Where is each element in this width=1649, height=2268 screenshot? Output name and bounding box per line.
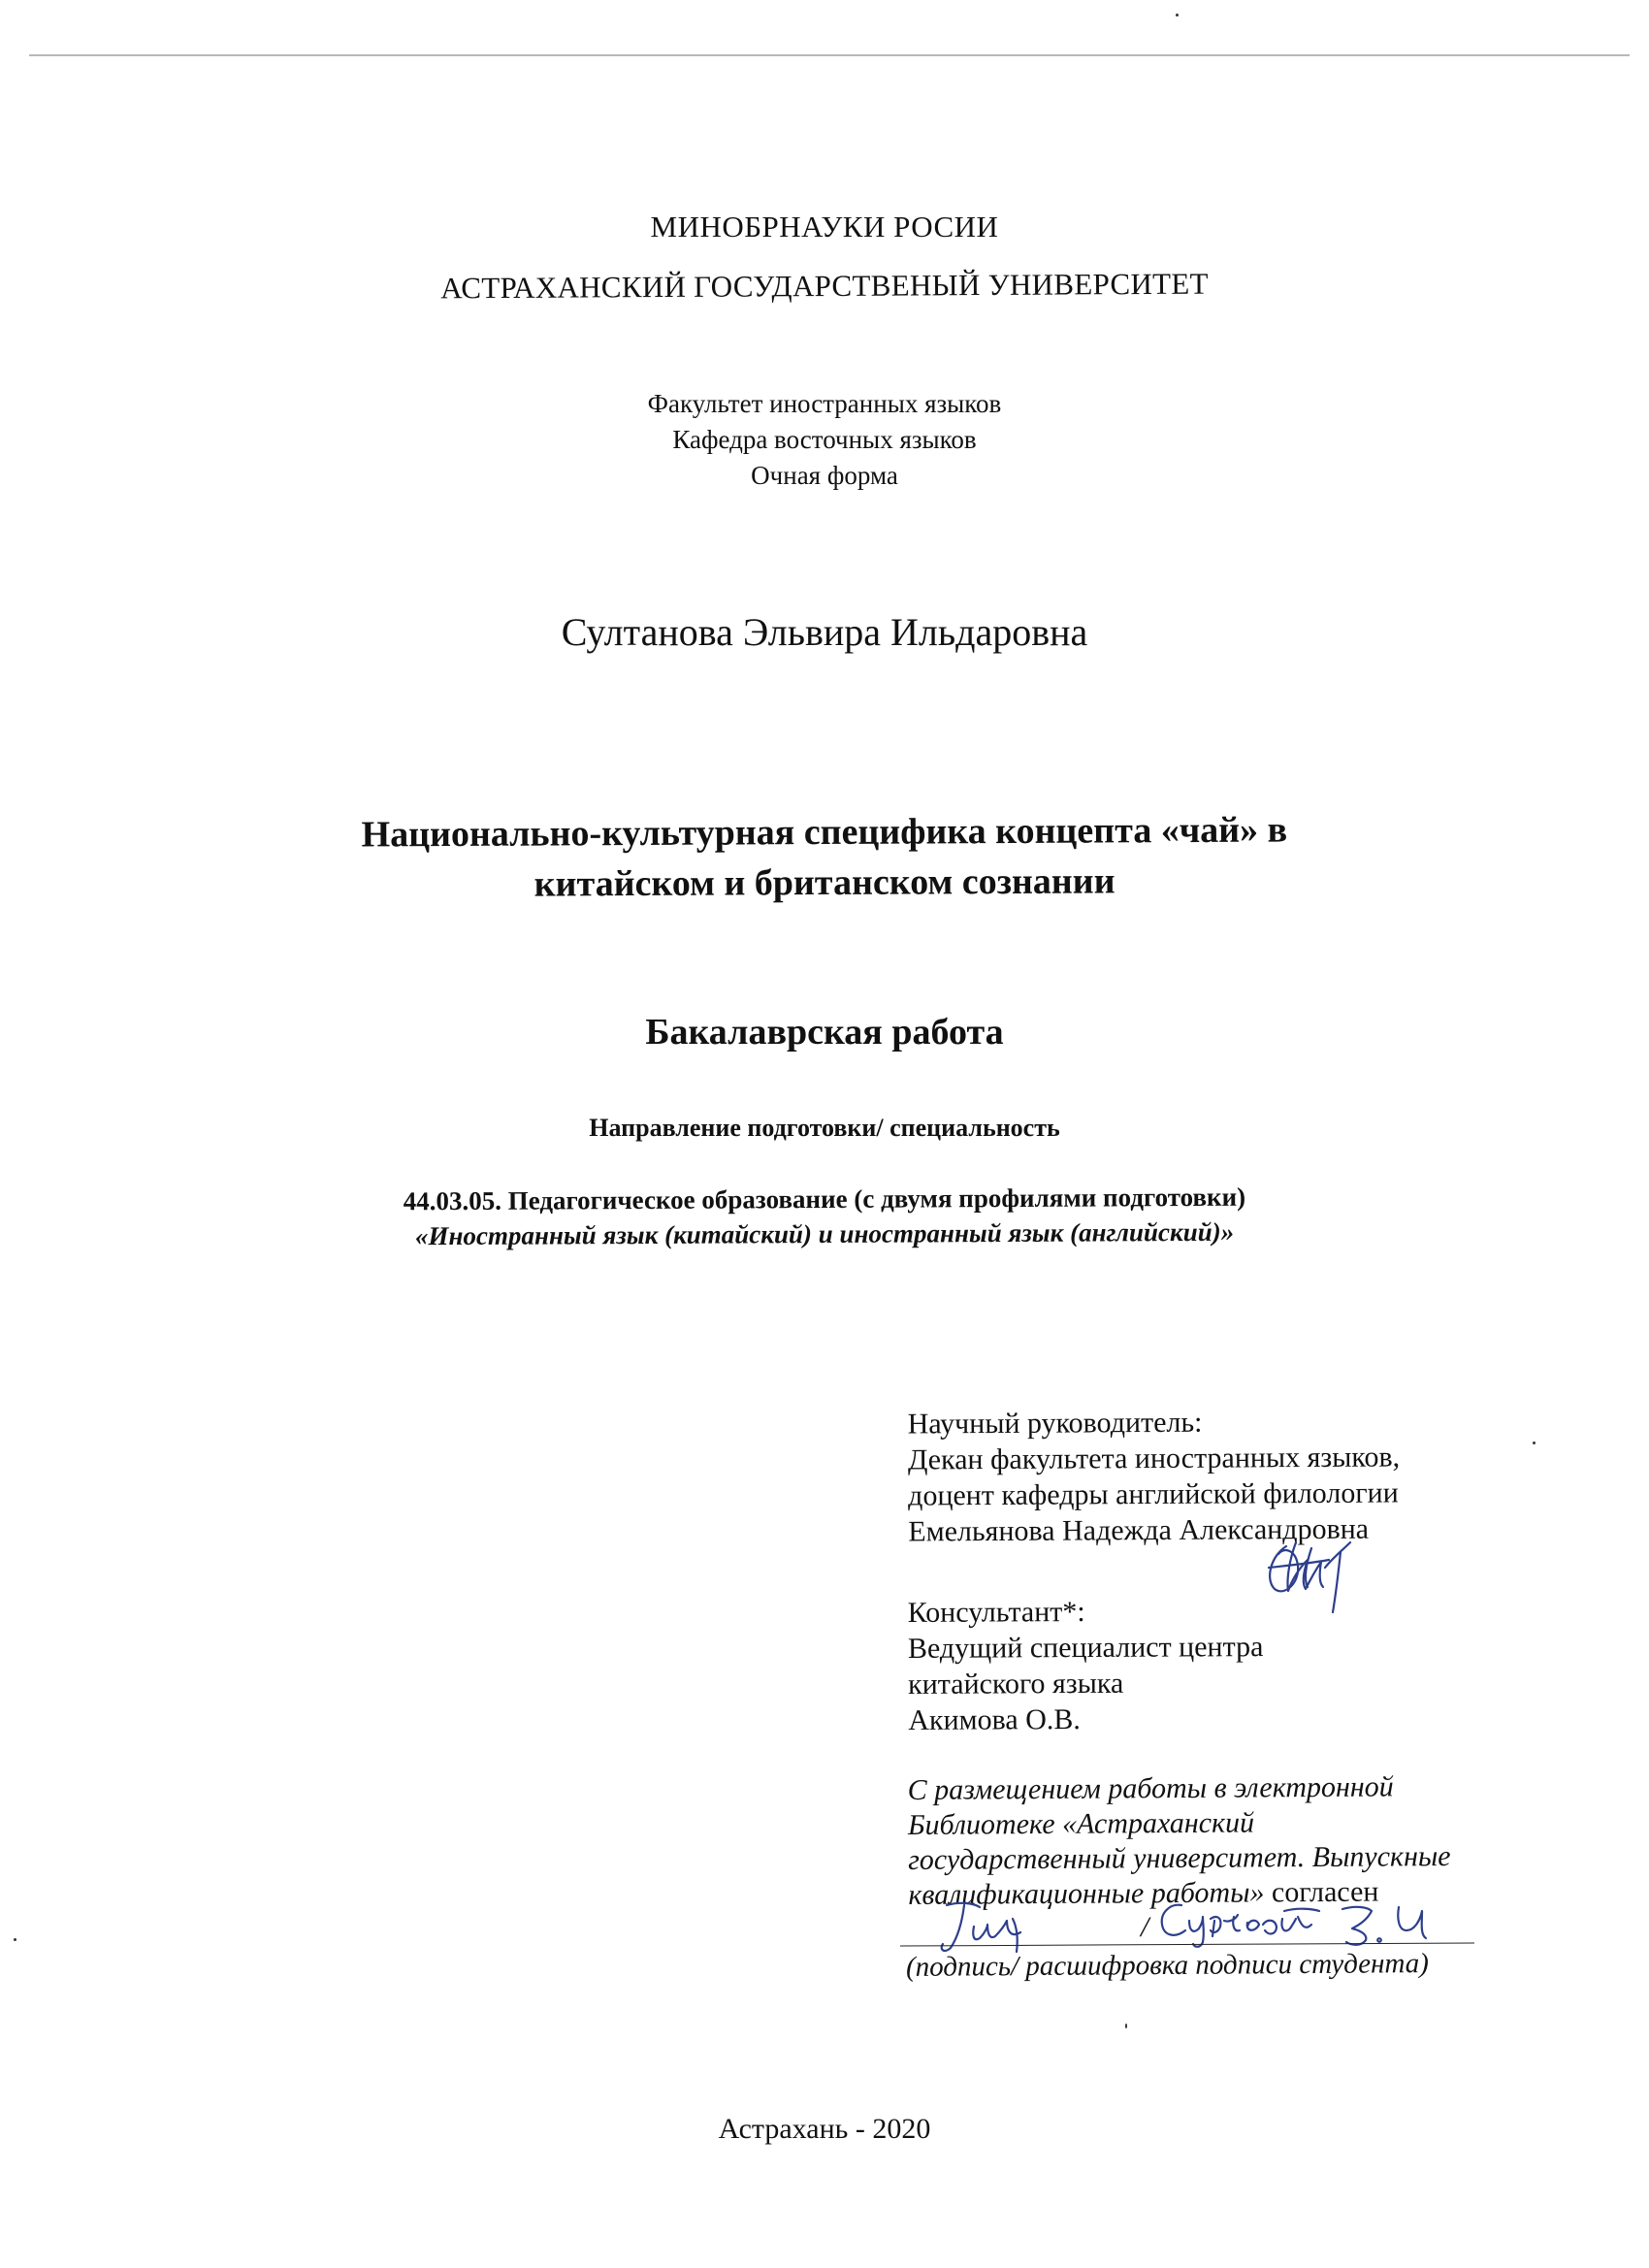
consent-block <box>908 1769 1451 1913</box>
ministry-name: МИНОБРНАУКИ РОСИИ <box>650 210 999 243</box>
signature-slash: / <box>1141 1911 1149 1943</box>
university-name: АСТРАХАНСКИЙ ГОСУДАРСТВЕНЫЙ УНИВЕРСИТЕТ <box>440 266 1209 306</box>
consultant-name: Акимова О.В. <box>908 1703 1081 1736</box>
consent-line-1: С размещением работы в электронной <box>907 1770 1394 1806</box>
study-form: Очная форма <box>751 461 898 490</box>
scan-speck <box>1125 2024 1127 2028</box>
direction-label: Направление подготовки/ специальность <box>589 1114 1060 1142</box>
program-code: 44.03.05. Педагогическое образование (с двумя профилями подготовки) <box>403 1182 1246 1216</box>
work-type: Бакалаврская работа <box>645 1012 1004 1053</box>
consent-line-4-plain: согласен <box>1264 1875 1379 1909</box>
scan-speck <box>1176 14 1179 16</box>
consent-line-2: Библиотеке «Астраханский <box>907 1806 1255 1841</box>
thesis-title-line-1: Национально-культурная специфика концепта «чай» в <box>361 809 1288 856</box>
supervisor-signature <box>1257 1529 1364 1616</box>
author-name: Султанова Эльвира Ильдаровна <box>561 610 1088 654</box>
scan-speck <box>14 1938 16 1941</box>
thesis-title-line-2: китайском и британском сознании <box>534 860 1116 905</box>
thesis-title <box>0 803 1649 913</box>
consent-line-3: государственный университет. Выпускные <box>908 1840 1451 1876</box>
supervisor-position-2: доцент кафедры английской филологии <box>908 1476 1399 1512</box>
supervisor-block <box>908 1403 1401 1549</box>
department-name: Кафедра восточных языков <box>672 425 977 454</box>
program-block <box>0 1178 1649 1256</box>
supervisor-position-1: Декан факультета иностранных языков, <box>907 1441 1401 1476</box>
consent-line-4-italic: квалификационные работы» <box>908 1876 1265 1911</box>
consultant-block <box>908 1593 1264 1738</box>
student-signature <box>931 1897 1038 1958</box>
consultant-label: Консультант*: <box>907 1596 1085 1629</box>
faculty-block <box>0 386 1649 494</box>
scan-speck <box>1533 1442 1536 1444</box>
faculty-name: Факультет иностранных языков <box>647 389 1002 418</box>
program-profiles: «Иностранный язык (китайский) и иностранный язык (английский)» <box>414 1216 1235 1251</box>
supervisor-name: Емельянова Надежда Александровна <box>908 1512 1370 1548</box>
scan-top-edge-line <box>29 54 1630 56</box>
signature-caption: (подпись/ расшифровка подписи студента) <box>905 1948 1429 1983</box>
consultant-position-2: китайского языка <box>908 1667 1124 1701</box>
city-year: Астрахань - 2020 <box>718 2113 931 2145</box>
supervisor-label: Научный руководитель: <box>907 1406 1203 1441</box>
consultant-position-1: Ведущий специалист центра <box>907 1631 1264 1665</box>
